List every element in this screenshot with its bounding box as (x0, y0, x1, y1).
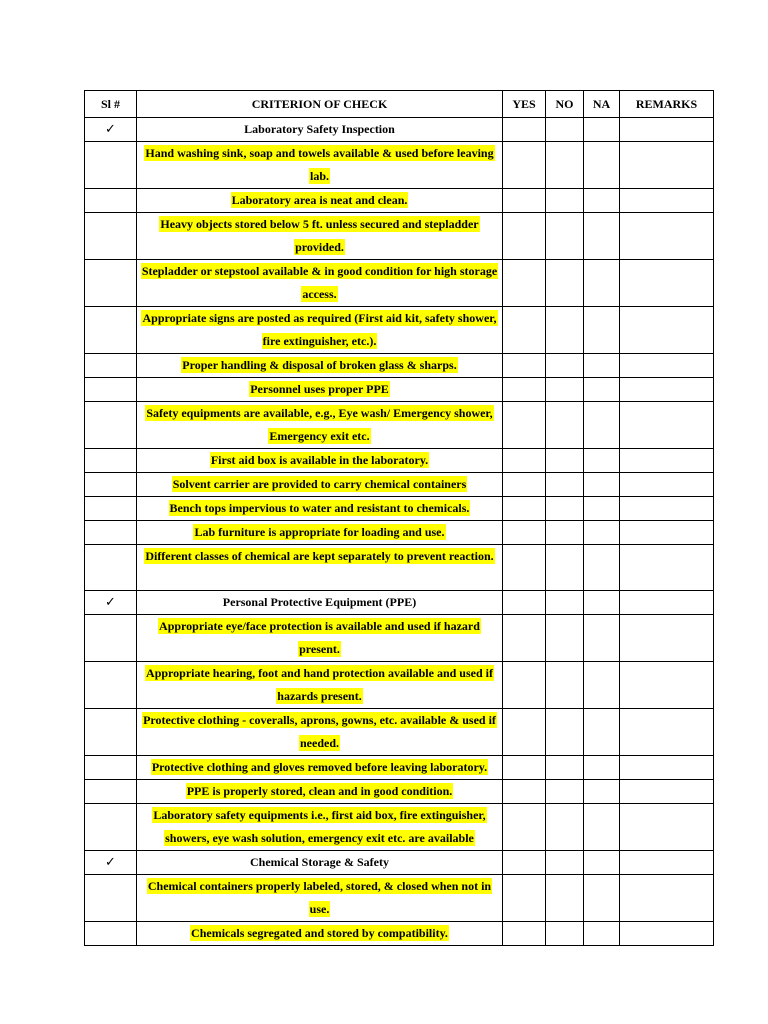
na-cell[interactable] (584, 615, 620, 662)
no-cell[interactable] (546, 662, 584, 709)
table-row (85, 449, 714, 473)
no-cell[interactable] (546, 189, 584, 213)
criterion-text: Hand washing sink, soap and towels available & used before leaving lab. (145, 146, 494, 183)
sl-cell (85, 756, 137, 780)
criterion-cell (137, 354, 503, 378)
header-remarks: REMARKS (620, 91, 714, 118)
yes-cell[interactable] (503, 851, 546, 875)
table-row (85, 497, 714, 521)
table-row (85, 260, 714, 307)
remarks-cell[interactable] (620, 922, 714, 946)
no-cell[interactable] (546, 780, 584, 804)
na-cell[interactable] (584, 545, 620, 591)
criterion-cell (137, 449, 503, 473)
remarks-cell[interactable] (620, 875, 714, 922)
sl-cell (85, 662, 137, 709)
no-cell[interactable] (546, 402, 584, 449)
remarks-cell[interactable] (620, 804, 714, 851)
criterion-cell (137, 213, 503, 260)
yes-cell[interactable] (503, 591, 546, 615)
header-row (85, 91, 714, 118)
na-cell[interactable] (584, 662, 620, 709)
no-cell[interactable] (546, 473, 584, 497)
criterion-text: First aid box is available in the laboratory. (210, 453, 429, 467)
na-cell[interactable] (584, 213, 620, 260)
na-cell[interactable] (584, 260, 620, 307)
criterion-text: Appropriate hearing, foot and hand protection available and used if hazards present. (146, 666, 493, 703)
table-row (85, 213, 714, 260)
table-row (85, 402, 714, 449)
table-row (85, 521, 714, 545)
no-cell[interactable] (546, 213, 584, 260)
table-row (85, 142, 714, 189)
sl-cell (85, 260, 137, 307)
table-row (85, 545, 714, 591)
na-cell[interactable] (584, 804, 620, 851)
remarks-cell[interactable] (620, 780, 714, 804)
criterion-text: PPE is properly stored, clean and in good condition. (186, 784, 453, 798)
criterion-cell (137, 189, 503, 213)
criterion-text: Personnel uses proper PPE (250, 382, 389, 396)
criterion-cell (137, 521, 503, 545)
sl-cell (85, 307, 137, 354)
remarks-cell[interactable] (620, 545, 714, 591)
no-cell[interactable] (546, 354, 584, 378)
yes-cell[interactable] (503, 497, 546, 521)
criterion-text: Solvent carrier are provided to carry chemical containers (172, 477, 467, 491)
table-row (85, 756, 714, 780)
na-cell[interactable] (584, 875, 620, 922)
yes-cell[interactable] (503, 449, 546, 473)
sl-cell (85, 709, 137, 756)
yes-cell[interactable] (503, 473, 546, 497)
remarks-cell[interactable] (620, 521, 714, 545)
no-cell[interactable] (546, 615, 584, 662)
criterion-cell (137, 473, 503, 497)
sl-cell (85, 922, 137, 946)
sl-cell (85, 449, 137, 473)
no-cell[interactable] (546, 521, 584, 545)
sl-cell (85, 189, 137, 213)
section-title: Laboratory Safety Inspection (244, 122, 395, 136)
section-title-cell (137, 591, 503, 615)
criterion-cell (137, 804, 503, 851)
criterion-text: Heavy objects stored below 5 ft. unless secured and stepladder provided. (160, 217, 479, 254)
remarks-cell[interactable] (620, 591, 714, 615)
criterion-text: Safety equipments are available, e.g., Eye wash/ Emergency shower, Emergency exit etc. (146, 406, 493, 443)
sl-cell (85, 473, 137, 497)
check-mark-icon: ✓ (105, 122, 116, 137)
yes-cell[interactable] (503, 189, 546, 213)
remarks-cell[interactable] (620, 497, 714, 521)
sl-cell (85, 142, 137, 189)
no-cell[interactable] (546, 851, 584, 875)
safety-checklist-table (84, 90, 714, 946)
criterion-cell (137, 378, 503, 402)
remarks-cell[interactable] (620, 378, 714, 402)
table-row (85, 922, 714, 946)
check-mark-icon: ✓ (105, 595, 116, 610)
section-row (85, 851, 714, 875)
sl-cell (85, 497, 137, 521)
header-sl: Sl # (85, 91, 137, 118)
remarks-cell[interactable] (620, 118, 714, 142)
no-cell[interactable] (546, 922, 584, 946)
no-cell[interactable] (546, 591, 584, 615)
criterion-text: Protective clothing - coveralls, aprons, gowns, etc. available & used if needed. (143, 713, 496, 750)
criterion-cell (137, 875, 503, 922)
section-title: Chemical Storage & Safety (250, 855, 389, 869)
criterion-cell (137, 402, 503, 449)
no-cell[interactable] (546, 378, 584, 402)
no-cell[interactable] (546, 118, 584, 142)
yes-cell[interactable] (503, 354, 546, 378)
na-cell[interactable] (584, 449, 620, 473)
remarks-cell[interactable] (620, 851, 714, 875)
na-cell[interactable] (584, 521, 620, 545)
criterion-cell (137, 545, 503, 591)
criterion-cell (137, 307, 503, 354)
yes-cell[interactable] (503, 922, 546, 946)
yes-cell[interactable] (503, 875, 546, 922)
no-cell[interactable] (546, 449, 584, 473)
remarks-cell[interactable] (620, 189, 714, 213)
yes-cell[interactable] (503, 709, 546, 756)
table-row (85, 804, 714, 851)
remarks-cell[interactable] (620, 354, 714, 378)
remarks-cell[interactable] (620, 473, 714, 497)
sl-cell (85, 875, 137, 922)
section-row (85, 591, 714, 615)
section-title: Personal Protective Equipment (PPE) (222, 595, 417, 609)
yes-cell[interactable] (503, 378, 546, 402)
sl-cell (85, 118, 137, 142)
sl-cell (85, 213, 137, 260)
na-cell[interactable] (584, 756, 620, 780)
header-criterion: CRITERION OF CHECK (137, 91, 503, 118)
yes-cell[interactable] (503, 756, 546, 780)
table-row (85, 662, 714, 709)
criterion-text: Laboratory safety equipments i.e., first aid box, fire extinguisher, showers, eye wash solution, emergency exit etc. are available (153, 808, 486, 845)
remarks-cell[interactable] (620, 142, 714, 189)
no-cell[interactable] (546, 307, 584, 354)
sl-cell (85, 378, 137, 402)
criterion-cell (137, 497, 503, 521)
criterion-cell (137, 662, 503, 709)
yes-cell[interactable] (503, 804, 546, 851)
criterion-cell (137, 142, 503, 189)
criterion-text: Protective clothing and gloves removed before leaving laboratory. (151, 760, 488, 774)
yes-cell[interactable] (503, 545, 546, 591)
criterion-text: Proper handling & disposal of broken glass & sharps. (182, 358, 457, 372)
yes-cell[interactable] (503, 142, 546, 189)
no-cell[interactable] (546, 709, 584, 756)
sl-cell (85, 402, 137, 449)
table-row (85, 354, 714, 378)
criterion-text: Stepladder or stepstool available & in good condition for high storage access. (141, 264, 498, 301)
remarks-cell[interactable] (620, 709, 714, 756)
no-cell[interactable] (546, 142, 584, 189)
yes-cell[interactable] (503, 521, 546, 545)
criterion-text: Lab furniture is appropriate for loading and use. (194, 525, 445, 539)
criterion-cell (137, 709, 503, 756)
na-cell[interactable] (584, 378, 620, 402)
remarks-cell[interactable] (620, 402, 714, 449)
no-cell[interactable] (546, 756, 584, 780)
remarks-cell[interactable] (620, 449, 714, 473)
table-row (85, 709, 714, 756)
criterion-cell (137, 260, 503, 307)
yes-cell[interactable] (503, 402, 546, 449)
criterion-text: Bench tops impervious to water and resistant to chemicals. (169, 501, 470, 515)
sl-cell (85, 615, 137, 662)
na-cell[interactable] (584, 307, 620, 354)
table-row (85, 615, 714, 662)
na-cell[interactable] (584, 473, 620, 497)
criterion-text: Chemical containers properly labeled, stored, & closed when not in use. (147, 879, 492, 916)
section-title-cell (137, 851, 503, 875)
criterion-text: Different classes of chemical are kept separately to prevent reaction. (145, 549, 494, 563)
na-cell[interactable] (584, 780, 620, 804)
sl-cell (85, 521, 137, 545)
yes-cell[interactable] (503, 615, 546, 662)
criterion-cell (137, 615, 503, 662)
yes-cell[interactable] (503, 307, 546, 354)
table-row (85, 189, 714, 213)
criterion-cell (137, 756, 503, 780)
na-cell[interactable] (584, 118, 620, 142)
no-cell[interactable] (546, 260, 584, 307)
sl-cell (85, 591, 137, 615)
no-cell[interactable] (546, 497, 584, 521)
na-cell[interactable] (584, 851, 620, 875)
sl-cell (85, 804, 137, 851)
sl-cell (85, 851, 137, 875)
na-cell[interactable] (584, 402, 620, 449)
na-cell[interactable] (584, 591, 620, 615)
no-cell[interactable] (546, 545, 584, 591)
na-cell[interactable] (584, 142, 620, 189)
yes-cell[interactable] (503, 662, 546, 709)
criterion-cell (137, 922, 503, 946)
criterion-cell (137, 780, 503, 804)
no-cell[interactable] (546, 804, 584, 851)
criterion-text: Appropriate signs are posted as required (First aid kit, safety shower, fire extinguisher, etc.). (142, 311, 497, 348)
na-cell[interactable] (584, 189, 620, 213)
header-yes: YES (503, 91, 546, 118)
header-na: NA (584, 91, 620, 118)
remarks-cell[interactable] (620, 307, 714, 354)
table-row (85, 780, 714, 804)
remarks-cell[interactable] (620, 662, 714, 709)
table-row (85, 307, 714, 354)
header-no: NO (546, 91, 584, 118)
section-title-cell (137, 118, 503, 142)
sl-cell (85, 780, 137, 804)
criterion-text: Appropriate eye/face protection is available and used if hazard present. (159, 619, 480, 656)
table-row (85, 875, 714, 922)
na-cell[interactable] (584, 354, 620, 378)
na-cell[interactable] (584, 922, 620, 946)
yes-cell[interactable] (503, 118, 546, 142)
criterion-text: Chemicals segregated and stored by compatibility. (191, 926, 448, 940)
remarks-cell[interactable] (620, 213, 714, 260)
remarks-cell[interactable] (620, 615, 714, 662)
na-cell[interactable] (584, 709, 620, 756)
yes-cell[interactable] (503, 260, 546, 307)
criterion-text: Laboratory area is neat and clean. (231, 193, 408, 207)
remarks-cell[interactable] (620, 756, 714, 780)
yes-cell[interactable] (503, 213, 546, 260)
table-row (85, 473, 714, 497)
check-mark-icon: ✓ (105, 855, 116, 870)
yes-cell[interactable] (503, 780, 546, 804)
remarks-cell[interactable] (620, 260, 714, 307)
sl-cell (85, 545, 137, 591)
section-row (85, 118, 714, 142)
no-cell[interactable] (546, 875, 584, 922)
sl-cell (85, 354, 137, 378)
na-cell[interactable] (584, 497, 620, 521)
table-row (85, 378, 714, 402)
